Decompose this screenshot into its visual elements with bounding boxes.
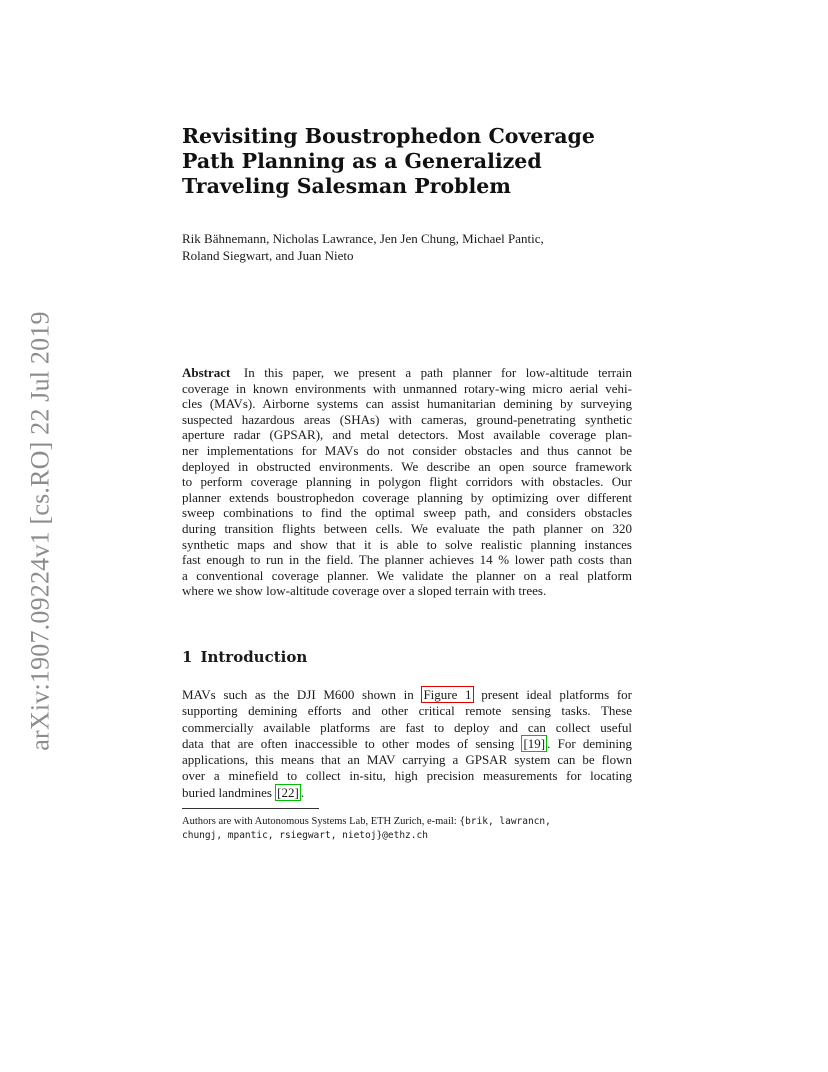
abstract xyxy=(182,365,632,599)
section-title: Introduction xyxy=(200,648,308,666)
arxiv-identifier-stamp xyxy=(20,296,62,766)
intro-line: supporting demining efforts and other critical remote sensing tasks. These xyxy=(182,703,632,719)
abstract-line: Abstract In this paper, we present a path planner for low-altitude terrain xyxy=(182,365,632,380)
title-line: Revisiting Boustrophedon Coverage xyxy=(182,124,595,148)
email-list: chungj, mpantic, rsiegwart, nietoj}@ethz.ch xyxy=(182,830,428,841)
intro-line: MAVs such as the DJI M600 shown in Figure 1 present ideal platforms for xyxy=(182,687,633,702)
section-heading-introduction xyxy=(182,648,315,666)
footnote xyxy=(182,815,634,843)
abstract-line: planner extends boustrophedon coverage planning by optimizing over different xyxy=(182,489,632,505)
intro-line: data that are often inaccessible to other modes of sensing [19] . For demining xyxy=(182,735,633,751)
abstract-line: to perform coverage planning in polygon flight corridors with obstacles. Our xyxy=(182,474,632,490)
paper-title xyxy=(182,124,642,199)
abstract-line: aperture radar (GPSAR), and metal detectors. Most available coverage plan- xyxy=(182,427,632,443)
email-list: {brik, lawrancn, xyxy=(459,816,551,827)
footnote-line xyxy=(182,829,634,843)
abstract-line: a conventional coverage planner. We validate the planner on a real platform xyxy=(182,567,632,583)
author-list xyxy=(182,230,642,264)
abstract-line: deployed in obstructed environments. We describe an open source framework xyxy=(182,458,632,474)
intro-line: applications, this means that an MAV carrying a GPSAR system can be flown xyxy=(182,752,632,768)
intro-line: over a minefield to collect in-situ, high precision measurements for locating xyxy=(182,768,632,784)
abstract-line: sweep combinations to find the optimal sweep path, and considers obstacles xyxy=(182,505,632,521)
introduction-paragraph xyxy=(182,687,632,801)
footnote-divider xyxy=(182,808,319,809)
abstract-line: where we show low-altitude coverage over a sloped terrain with trees. xyxy=(182,583,547,599)
section-number: 1 xyxy=(182,648,193,666)
figure-1-link[interactable]: Figure 1 xyxy=(423,687,472,702)
abstract-line: coverage in known environments with unmanned rotary-wing micro aerial vehi- xyxy=(182,380,632,396)
abstract-line: suspected hazardous areas (SHAs) with cameras, ground-penetrating synthetic xyxy=(182,411,632,427)
title-line: Traveling Salesman Problem xyxy=(182,174,511,198)
author-line: Rik Bähnemann, Nicholas Lawrance, Jen Jen Chung, Michael Pantic, xyxy=(182,231,544,246)
abstract-line: ner implementations for MAVs do not consider obstacles and thus cannot be xyxy=(182,442,632,458)
citation-22-link[interactable]: [22] xyxy=(277,784,299,800)
abstract-line: fast enough to run in the field. The planner achieves 14 % lower path costs than xyxy=(182,552,632,568)
footnote-line: Authors are with Autonomous Systems Lab, ETH Zurich, e-mail: {brik, lawrancn, xyxy=(182,816,551,827)
citation-19-link[interactable]: [19] xyxy=(523,735,546,751)
abstract-line: cles (MAVs). Airborne systems can assist humanitarian demining by surveying xyxy=(182,396,632,412)
arxiv-identifier: arXiv:1907.09224v1 [cs.RO] 22 Jul 2019 xyxy=(26,311,55,751)
intro-line: buried landmines [22] . xyxy=(182,784,305,800)
author-line: Roland Siegwart, and Juan Nieto xyxy=(182,248,354,263)
abstract-line: during transition flights between cells. We evaluate the path planner on 320 xyxy=(182,520,632,536)
intro-line: commercially available platforms are fast to deploy and can collect useful xyxy=(182,719,632,735)
title-line: Path Planning as a Generalized xyxy=(182,149,542,173)
abstract-label: Abstract xyxy=(182,365,231,380)
abstract-line: synthetic maps and show that it is able to solve realistic planning instances xyxy=(182,536,632,552)
